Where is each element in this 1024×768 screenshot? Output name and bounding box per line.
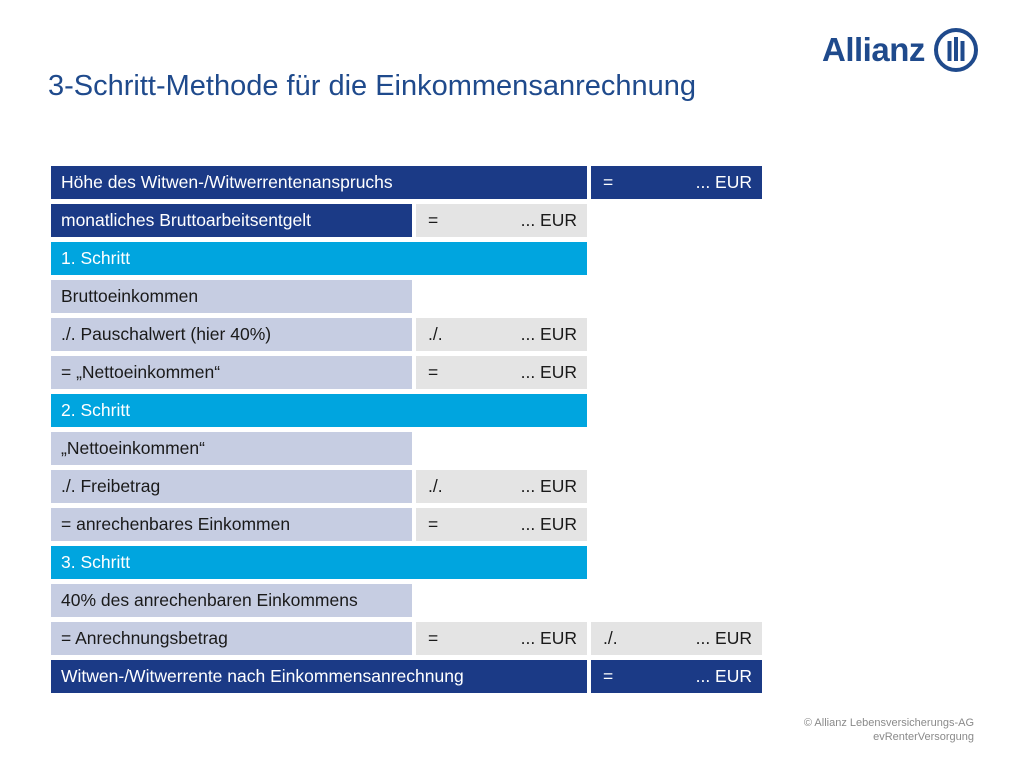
step-2-header: 2. Schritt — [51, 394, 587, 427]
label-nettoeinkommen-result: = „Nettoeinkommen“ — [51, 356, 412, 389]
label-bruttoeinkommen: Bruttoeinkommen — [51, 280, 412, 313]
step-1-header: 1. Schritt — [51, 242, 587, 275]
allianz-logo — [822, 26, 979, 74]
label-nettoeinkommen: „Nettoeinkommen“ — [51, 432, 412, 465]
footer-department: evRenterVersorgung — [873, 731, 974, 743]
value-anrechnungsbetrag-abzug: ./. ... EUR — [591, 622, 762, 655]
label-anrechenbares-einkommen: = anrechenbares Einkommen — [51, 508, 412, 541]
allianz-eagle-circle-icon — [933, 27, 979, 73]
brand-name: Allianz — [822, 31, 925, 68]
value-anrechnungsbetrag: = ... EUR — [416, 622, 587, 655]
label-rente-nach-anrechnung: Witwen-/Witwerrente nach Einkommensanrechnung — [51, 660, 587, 693]
value-witwenrentenanspruch: = ... EUR — [591, 166, 762, 199]
label-40-prozent: 40% des anrechenbaren Einkommens — [51, 584, 412, 617]
page-title: 3-Schritt-Methode für die Einkommensanrechnung — [48, 70, 696, 102]
value-bruttoarbeitsentgelt: = ... EUR — [416, 204, 587, 237]
label-anrechnungsbetrag: = Anrechnungsbetrag — [51, 622, 412, 655]
value-rente-nach-anrechnung: = ... EUR — [591, 660, 762, 693]
label-bruttoarbeitsentgelt: monatliches Bruttoarbeitsentgelt — [51, 204, 412, 237]
footer-copyright: © Allianz Lebensversicherungs-AG — [803, 717, 974, 729]
label-witwenrentenanspruch: Höhe des Witwen-/Witwerrentenanspruchs — [51, 166, 587, 199]
value-nettoeinkommen-result: = ... EUR — [416, 356, 587, 389]
value-pauschalwert: ./. ... EUR — [416, 318, 587, 351]
value-anrechenbares-einkommen: = ... EUR — [416, 508, 587, 541]
label-pauschalwert: ./. Pauschalwert (hier 40%) — [51, 318, 412, 351]
step-3-header: 3. Schritt — [51, 546, 587, 579]
label-freibetrag: ./. Freibetrag — [51, 470, 412, 503]
value-freibetrag: ./. ... EUR — [416, 470, 587, 503]
footer — [804, 716, 974, 744]
